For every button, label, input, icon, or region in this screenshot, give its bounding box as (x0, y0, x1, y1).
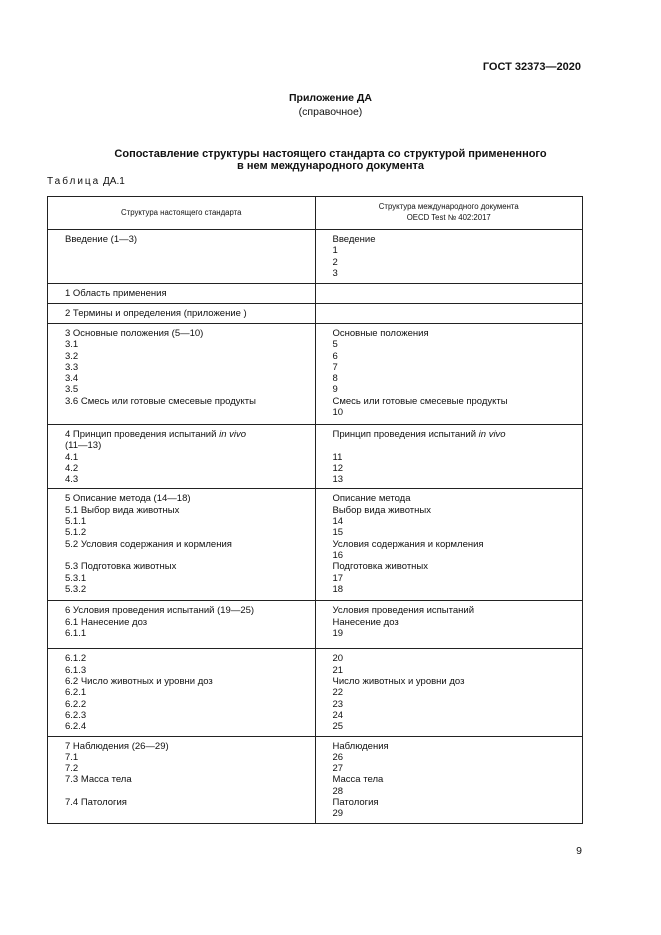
cell-line: 15 (332, 527, 344, 539)
cell-line: Основные положения (332, 328, 429, 339)
table-row (48, 649, 583, 736)
cell-line: 5.2 Условия содержания и кормления (65, 538, 232, 550)
header-left: Структура настоящего стандарта (48, 197, 316, 230)
cell-line: 10 (332, 407, 344, 419)
cell-line: Условия содержания и кормления (332, 538, 484, 550)
cell-line (333, 440, 577, 451)
cell-line: 7 Наблюдения (26—29) (65, 740, 169, 752)
table-cell-right (315, 230, 583, 284)
cell-line: 7.1 (65, 751, 79, 763)
cell-line: Введение (332, 234, 376, 245)
cell-line: 3.2 (65, 350, 79, 362)
cell-line: 24 (332, 709, 344, 721)
cell-line: 5.1 Выбор вида животных (65, 504, 180, 516)
cell-line: 29 (332, 808, 344, 820)
cell-line: 5.3.2 (65, 583, 87, 595)
page-number: 9 (576, 845, 582, 857)
cell-line: 18 (332, 583, 344, 595)
cell-line: 6.1.2 (65, 653, 87, 665)
cell-line: 14 (332, 516, 344, 528)
cell-line: 20 (332, 653, 344, 665)
cell-line: 4 Принцип проведения испытаний in vivo (65, 429, 247, 440)
cell-line: 8 (332, 373, 338, 385)
cell-line: 17 (332, 572, 344, 584)
table-cell-right (315, 736, 583, 823)
cell-line: 3 (332, 267, 338, 279)
table-cell-left (48, 324, 316, 425)
cell-line: 23 (332, 698, 344, 710)
cell-line: 6.1 Нанесение доз (65, 616, 148, 628)
table-cell-left (48, 736, 316, 823)
table-cell-right (315, 425, 583, 489)
cell-line: 13 (332, 474, 344, 486)
cell-line: 6 (332, 350, 338, 362)
cell-line: 4.3 (65, 474, 79, 486)
section-title-line-1: Сопоставление структуры настоящего стандарта со структурой примененного (114, 148, 547, 160)
cell-line: Выбор вида животных (332, 504, 431, 516)
cell-line: Число животных и уровни доз (332, 676, 465, 688)
table-cell-left (48, 425, 316, 489)
cell-line: 28 (332, 785, 344, 797)
cell-line: 3.5 (65, 384, 79, 396)
table-cell-left (48, 601, 316, 649)
cell-line: 21 (332, 664, 344, 676)
cell-line: Введение (1—3) (65, 234, 138, 245)
cell-line: 9 (332, 384, 338, 396)
table-cell-left (48, 284, 316, 304)
cell-line: 4.2 (65, 462, 79, 474)
cell-line: 2 (332, 256, 338, 268)
table-row (48, 230, 583, 284)
cell-line: Патология (332, 797, 379, 809)
cell-line: 7.3 Масса тела (65, 774, 132, 786)
cell-line (65, 786, 309, 797)
cell-line: 3.6 Смесь или готовые смесевые продукты (65, 395, 256, 407)
document-code: ГОСТ 32373—2020 (482, 61, 581, 73)
cell-line: 16 (332, 549, 344, 561)
cell-line (333, 288, 577, 299)
cell-line: Наблюдения (332, 740, 389, 752)
cell-line: Принцип проведения испытаний in vivo (332, 429, 506, 440)
table-cell-left (48, 489, 316, 601)
comparison-table (47, 196, 583, 824)
table-label-word: Таблица (47, 176, 101, 187)
table-cell-right (315, 489, 583, 601)
table-row (48, 425, 583, 489)
cell-line: Смесь или готовые смесевые продукты (332, 395, 508, 407)
table-row (48, 601, 583, 649)
header-right: Структура международного документа OECD Test № 402:2017 (315, 197, 583, 230)
table-cell-right (315, 304, 583, 324)
cell-line: 6.2.4 (65, 721, 87, 733)
cell-line: 5 (332, 339, 338, 351)
cell-line: 6.2.1 (65, 687, 87, 699)
cell-line: (11—13) (65, 440, 102, 452)
cell-line: Подготовка животных (332, 561, 428, 573)
cell-line: 1 Область применения (65, 288, 167, 299)
cell-line: 4.1 (65, 451, 79, 463)
cell-line: 7.4 Патология (65, 797, 127, 809)
table-header-row (48, 197, 583, 230)
cell-line: 6.1.1 (65, 628, 87, 640)
cell-line: Описание метода (332, 493, 411, 505)
cell-line: 1 (332, 245, 338, 257)
cell-line: 7.2 (65, 763, 79, 775)
appendix-subtitle: (справочное) (298, 106, 363, 118)
cell-line: 5.3 Подготовка животных (65, 561, 177, 573)
cell-line: 27 (332, 763, 344, 775)
cell-line (333, 308, 577, 319)
cell-line: 12 (332, 462, 344, 474)
table-cell-right (315, 324, 583, 425)
cell-line: 3.1 (65, 339, 79, 351)
cell-line: Масса тела (332, 774, 384, 786)
cell-line: 25 (332, 721, 344, 733)
cell-line: Условия проведения испытаний (332, 605, 475, 617)
cell-line: 5 Описание метода (14—18) (65, 493, 191, 505)
cell-line (65, 550, 309, 561)
cell-line: 3.4 (65, 373, 79, 385)
table-cell-right (315, 284, 583, 304)
table-cell-right (315, 649, 583, 736)
cell-line: 6 Условия проведения испытаний (19—25) (65, 605, 255, 617)
table-row (48, 489, 583, 601)
table-cell-left (48, 304, 316, 324)
cell-line: 2 Термины и определения (приложение ) (65, 308, 247, 319)
cell-line: 6.2.3 (65, 709, 87, 721)
table-row (48, 304, 583, 324)
cell-line: 6.2.2 (65, 698, 87, 710)
cell-line: 5.3.1 (65, 572, 87, 584)
cell-line: 5.1.2 (65, 527, 87, 539)
table-cell-right (315, 601, 583, 649)
appendix-title: Приложение ДА (289, 92, 372, 104)
table-row (48, 324, 583, 425)
table-row (48, 736, 583, 823)
table-label-number: ДА.1 (103, 176, 125, 187)
cell-line: 26 (332, 751, 344, 763)
cell-line: Нанесение доз (332, 616, 399, 628)
section-title-line-2: в нем международного документа (237, 160, 424, 172)
table-row (48, 284, 583, 304)
cell-line: 19 (332, 628, 344, 640)
cell-line: 22 (332, 687, 344, 699)
cell-line: 11 (332, 451, 343, 463)
cell-line: 6.2 Число животных и уровни доз (65, 676, 213, 688)
cell-line: 6.1.3 (65, 664, 87, 676)
cell-line: 3.3 (65, 361, 79, 373)
table-cell-left (48, 649, 316, 736)
table-cell-left (48, 230, 316, 284)
cell-line: 3 Основные положения (5—10) (65, 328, 204, 339)
cell-line: 7 (332, 361, 338, 373)
cell-line: 5.1.1 (65, 516, 87, 528)
table-label (47, 176, 125, 187)
